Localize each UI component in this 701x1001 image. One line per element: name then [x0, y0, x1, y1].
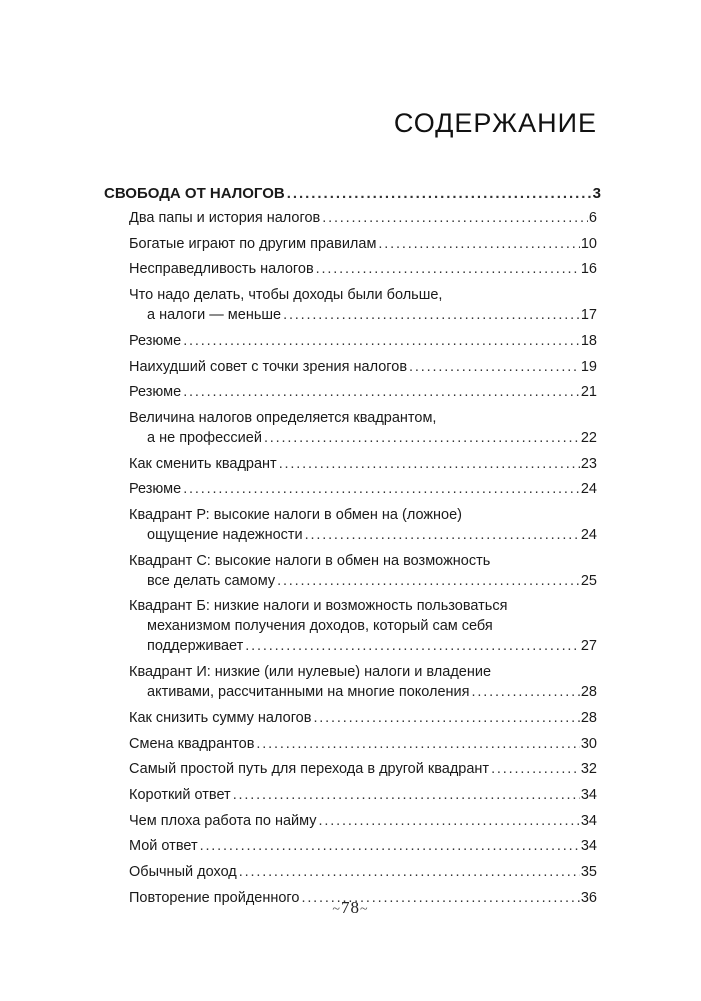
toc-dot-leader [233, 785, 580, 805]
toc-entry-title: Квадрант И: низкие (или нулевые) налоги и владение [129, 664, 492, 681]
toc-dot-leader [264, 428, 580, 448]
toc-dot-leader [378, 234, 579, 254]
toc-dot-leader [319, 811, 580, 831]
toc-page-number: 34 [580, 838, 597, 855]
toc-entry-title: Квадрант С: высокие налоги в обмен на возможность [129, 552, 491, 569]
toc-page-number: 32 [580, 761, 597, 778]
toc-entry-title: Что надо делать, чтобы доходы были больше, [129, 287, 443, 304]
toc-dot-leader [183, 331, 580, 351]
toc-entry-title: Наихудший совет с точки зрения налогов [129, 358, 408, 375]
toc-page-number: 16 [580, 261, 597, 278]
toc-dot-leader [409, 357, 580, 377]
toc-dot-leader [305, 525, 580, 545]
toc-page-number: 6 [588, 210, 597, 226]
toc-entry-title: ощущение надежности [147, 527, 303, 543]
toc-entry-title: Квадрант Р: высокие налоги в обмен на (ложное) [129, 507, 463, 523]
toc-page-number: 18 [580, 332, 597, 349]
toc-entry-title: Смена квадрантов [129, 735, 255, 752]
toc-entry-title: Мой ответ [129, 838, 198, 855]
toc-entry-title: Резюме [129, 481, 182, 498]
toc-dot-leader [316, 259, 580, 279]
toc-dot-leader [239, 862, 580, 882]
toc-dot-leader [313, 708, 579, 728]
toc-entry-title: Повторение пройденного [129, 889, 300, 906]
toc-dot-leader [322, 208, 588, 228]
toc-page-number: 22 [580, 429, 597, 446]
toc-page-number: 24 [580, 527, 597, 543]
toc-page-number: 30 [580, 735, 597, 752]
toc-page-number: 27 [580, 638, 597, 655]
toc-entry-title: Резюме [129, 384, 182, 401]
toc-entry-title: Как снизить сумму налогов [129, 709, 312, 726]
toc-entry-title: а налоги — меньше [147, 307, 282, 324]
toc-entry-title: Величина налогов определяется квадрантом, [129, 409, 437, 426]
toc-page-number: 17 [580, 307, 597, 324]
toc-entry-title: Самый простой путь для перехода в другой квадрант [129, 761, 490, 778]
toc-page-number: 35 [580, 864, 597, 880]
toc-entry-title: Резюме [129, 332, 182, 349]
folio-number: 78 [341, 898, 360, 917]
toc-dot-leader [245, 636, 580, 656]
toc-entry-title: Квадрант Б: низкие налоги и возможность пользоваться [129, 598, 508, 615]
toc-entry-title: поддерживает [147, 638, 244, 655]
toc-entry-title: механизмом получения доходов, который сам себя [147, 618, 493, 635]
toc-dot-leader [491, 759, 580, 779]
toc-page-number: 34 [580, 786, 597, 803]
toc-entry-title: Чем плоха работа по найму [129, 812, 317, 829]
ornament-left-icon: ~ [332, 902, 341, 917]
toc-page-number: 24 [580, 481, 597, 498]
toc-dot-leader [279, 454, 580, 474]
toc-entry-title: Короткий ответ [129, 786, 231, 803]
toc-entry-title: Обычный доход [129, 864, 237, 880]
toc-entry-title: все делать самому [147, 572, 276, 589]
toc-page-number: 28 [580, 709, 597, 726]
toc-dot-leader [256, 734, 579, 754]
toc-part-title: СВОБОДА ОТ НАЛОГОВ [104, 185, 285, 202]
toc-page-number: 36 [580, 889, 597, 906]
toc-page-number: 28 [580, 684, 597, 701]
toc-dot-leader [287, 184, 592, 204]
toc-dot-leader [183, 382, 580, 402]
page-title: СОДЕРЖАНИЕ [393, 108, 597, 138]
toc-page-number: 25 [580, 572, 597, 589]
toc-dot-leader [472, 682, 580, 702]
page-number-footer [0, 898, 701, 918]
toc-dot-leader [183, 479, 580, 499]
toc-page-number: 34 [580, 812, 597, 829]
toc-page-number: 3 [592, 185, 601, 202]
toc-dot-leader [283, 305, 580, 325]
toc-page-number: 19 [580, 358, 597, 375]
toc-entry-title: активами, рассчитанными на многие поколения [147, 684, 470, 701]
toc-entry-title: Как сменить квадрант [129, 455, 277, 472]
ornament-right-icon: ~ [360, 902, 369, 917]
toc-entry-title: Богатые играют по другим правилам [129, 235, 377, 252]
toc-page-number: 23 [580, 455, 597, 472]
toc-entry-title: а не профессией [147, 429, 262, 446]
toc-entry-title: Несправедливость налогов [129, 261, 314, 278]
toc-dot-leader [277, 571, 580, 591]
toc-page-number: 21 [580, 384, 597, 401]
toc-page-number: 10 [580, 235, 597, 252]
toc-dot-leader [200, 836, 580, 856]
toc-entry-title: Два папы и история налогов [129, 210, 321, 226]
